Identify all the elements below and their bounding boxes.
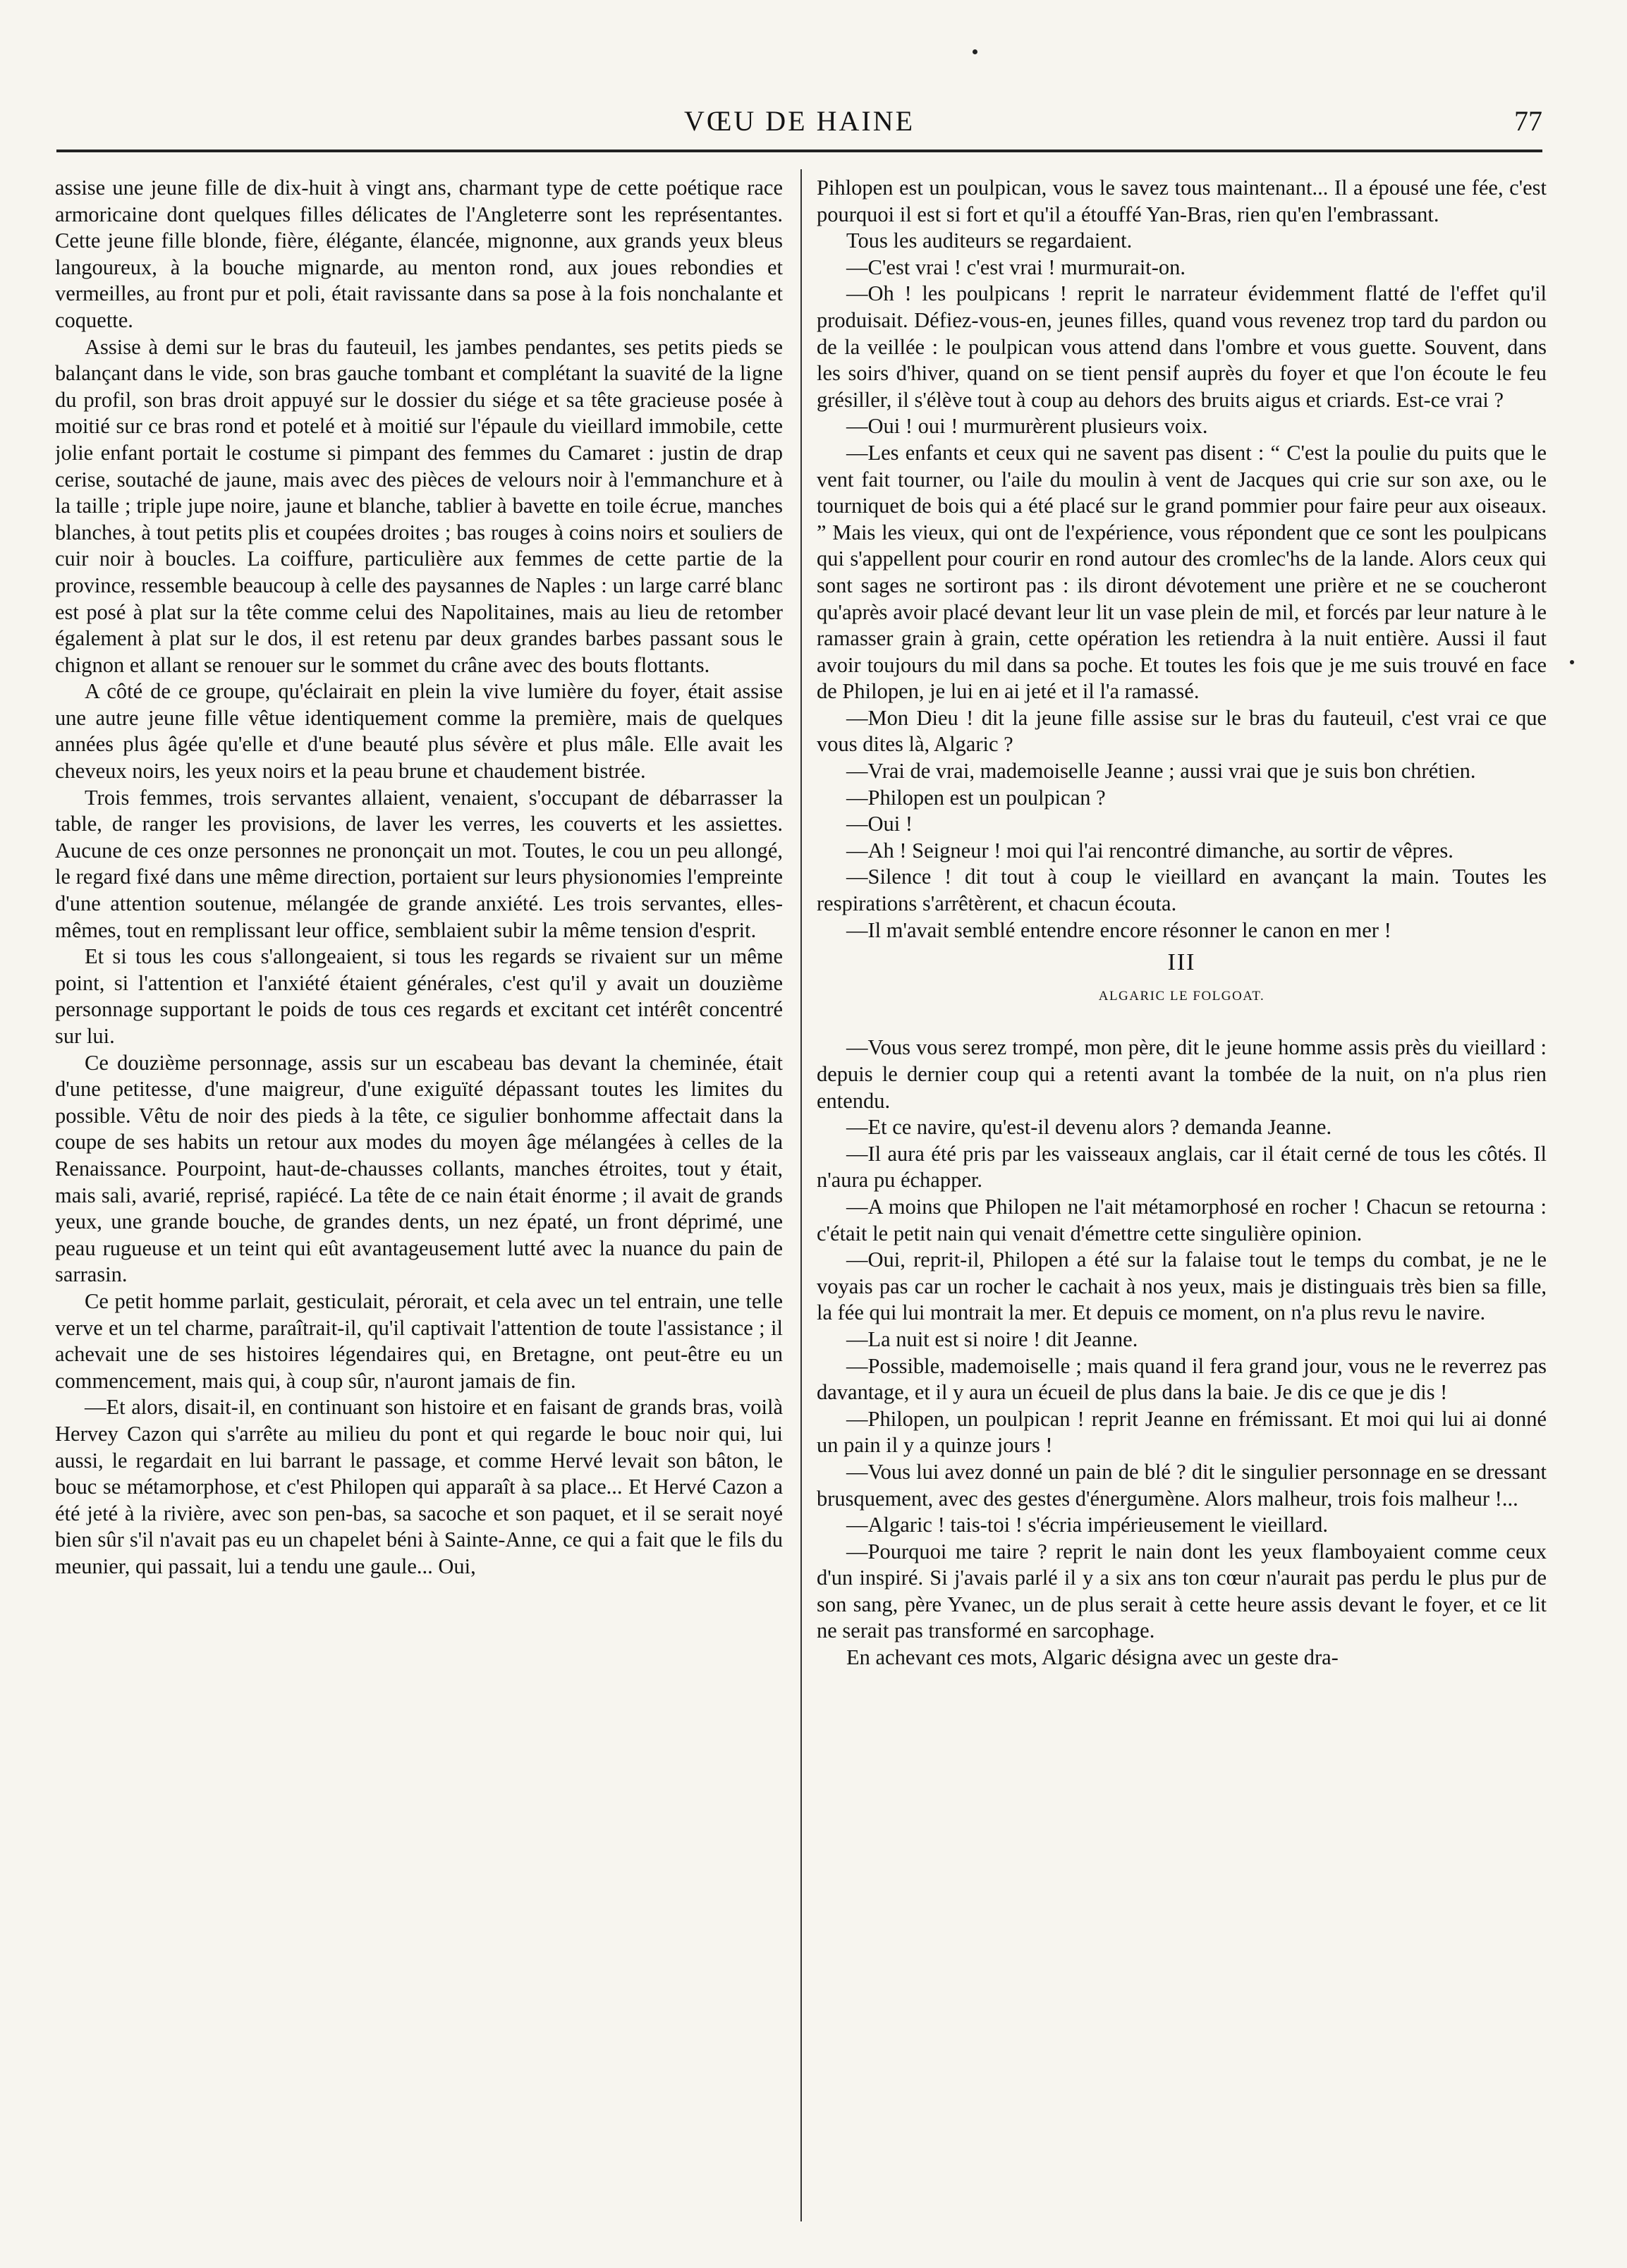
paragraph: Ce douzième personnage, assis sur un escabeau bas devant la cheminée, était d'une petitesse, d'une maigreur, d'une exiguïté dépassant toutes les limites du possible. Vêtu de noir des pieds à la tête, ce sigulier bonhomme affectait dans la coupe de ses habits un retour aux modes du moyen âge mélangées à celles de la Renaissance. Pourpoint, haut-de-chausses collants, manches étroites, tout y était, mais sali, avarié, reprisé, rapiécé. La tête de ce nain était énorme ; il avait de grands yeux, une grande bouche, de grandes dents, un nez épaté, un front déprimé, une peau rugueuse et un teint qui eût avantageusement lutté avec la nuance du pain de sarrasin. (55, 1050, 783, 1287)
dialogue-line: —Oui ! (846, 812, 913, 836)
header-rule (56, 150, 1542, 152)
paragraph: Assise à demi sur le bras du fauteuil, les jambes pendantes, ses petits pieds se balançant dans le vide, son bras gauche tombant et complétant la suavité de la ligne du profil, son bras droit appuyé sur le dossier du siége et sa tête gracieuse posée à moitié sur ce bras rond et potelé et à moitié sur l'épaule du vieillard immobile, cette jolie enfant portait le costume si pimpant des femmes du Camaret : justin de drap cerise, soutaché de jaune, mais avec des pièces de velours noir à l'emmanchure et à la taille ; triple jupe noire, jaune et blanche, tablier à bavette en toile écrue, manches blanches, à tout petits plis et coupées droites ; bas rouges à coins noirs et souliers de cuir noir à boucles. La coiffure, particulière aux femmes de cette partie de la province, ressemble beaucoup à celle des paysannes de Naples : un large carré blanc est posé à plat sur la tête comme celui des Napolitaines, mais au lieu de retomber également à plat sur le dos, il est retenu par deux grandes barbes passant sous le chignon et allant se renouer sur le sommet du crâne avec des bouts flottants. (55, 334, 783, 677)
section-title: ALGARIC LE FOLGOAT. (1098, 988, 1265, 1004)
right-column (817, 175, 1547, 2220)
paragraph: A côté de ce groupe, qu'éclairait en plein la vive lumière du foyer, était assise une autre jeune fille vêtue identiquement comme la première, mais de quelques années plus âgée qu'elle et d'une beauté plus sévère et plus mâle. Elle avait les cheveux noirs, les yeux noirs et la peau brune et chaudement bistrée. (55, 679, 783, 784)
dialogue-line: —Mon Dieu ! dit la jeune fille assise sur le bras du fauteuil, c'est vrai ce que vous dites là, Algaric ? (817, 705, 1547, 757)
dialogue-line: —Vrai de vrai, mademoiselle Jeanne ; aussi vrai que je suis bon chrétien. (846, 759, 1476, 784)
dialogue-line: —A moins que Philopen ne l'ait métamorphosé en rocher ! Chacun se retourna : c'était le petit nain qui venait d'émettre cette singulière opinion. (817, 1194, 1547, 1245)
dialogue-line: —Algaric ! tais-toi ! s'écria impérieusement le vieillard. (846, 1513, 1329, 1537)
paragraph: En achevant ces mots, Algaric désigna avec un geste dra- (846, 1645, 1339, 1670)
dialogue-line: —Et ce navire, qu'est-il devenu alors ? demanda Jeanne. (846, 1115, 1332, 1140)
paragraph: assise une jeune fille de dix-huit à vingt ans, charmant type de cette poétique race armoricaine dont quelques filles délicates de l'Angleterre sont les représentantes. Cette jeune fille blonde, fière, élégante, élancée, mignonne, aux grands yeux bleus langoureux, à la bouche mignarde, au menton rond, aux joues rebondies et vermeilles, au front pur et poli, était ravissante dans sa pose à la fois nonchalante et coquette. (55, 176, 783, 332)
print-speck (1570, 660, 1574, 664)
section-numeral: III (1167, 949, 1196, 976)
dialogue-line: —Philopen, un poulpican ! reprit Jeanne en frémissant. Et moi qui lui ai donné un pain il y a quinze jours ! (817, 1406, 1547, 1458)
dialogue-line: —Vous vous serez trompé, mon père, dit le jeune homme assis près du vieillard : depuis le dernier coup qui a retenti avant la tombée de la nuit, on n'a plus rien entendu. (817, 1035, 1547, 1113)
dialogue-line: —Pourquoi me taire ? reprit le nain dont les yeux flamboyaient comme ceux d'un inspiré. Si j'avais parlé il y a six ans ton cœur n'aurait pas perdu le plus pur de son sang, père Yvanec, un de plus serait à cette heure assis devant le foyer, et ce lit ne serait pas transformé en sarcophage. (817, 1539, 1547, 1643)
dialogue-line: —La nuit est si noire ! dit Jeanne. (846, 1327, 1138, 1351)
dialogue-line: —Possible, mademoiselle ; mais quand il fera grand jour, vous ne le reverrez pas davantage, et il y aura un écueil de plus dans la baie. Je dis ce que je dis ! (817, 1353, 1547, 1405)
page-number: 77 (1514, 105, 1542, 137)
running-title: VŒU DE HAINE (683, 105, 915, 137)
dialogue-line: —Il m'avait semblé entendre encore résonner le canon en mer ! (846, 917, 1391, 942)
column-divider (800, 169, 802, 2221)
paragraph: Pihlopen est un poulpican, vous le savez tous maintenant... Il a épousé une fée, c'est pourquoi il est si fort et qu'il a étouffé Yan-Bras, rien qu'en l'embrassant. (817, 176, 1547, 226)
dialogue-line: —Les enfants et ceux qui ne savent pas disent : “ C'est la poulie du puits que le vent fait tourner, ou l'aile du moulin à vent de Jacques qui crie sur son axe, ou le tourniquet de bois qui a été placé sur le grand pommier pour faire peur aux oiseaux. ” Mais les vieux, qui ont de l'expérience, vous répondent que ce sont les poulpicans qui s'appellent pour courir en rond autour des cromlec'hs de la lande. Alors ceux qui sont sages ne sortiront pas : ils diront dévotement une prière et ne se coucheront qu'après avoir placé devant leur lit un vase plein de mil, et forcés par leur nature à le ramasser grain à grain, cette opération les retiendra à la nuit entière. Aussi il faut avoir toujours du mil dans sa poche. Et toutes les fois que je me suis trouvé en face de Philopen, je lui en ai jeté et il l'a ramassé. (817, 440, 1547, 704)
paragraph: Tous les auditeurs se regardaient. (846, 228, 1133, 253)
paragraph: —Et alors, disait-il, en continuant son histoire et en faisant de grands bras, voilà Hervey Cazon qui s'arrête au milieu du pont et qui regarde le bouc noir qui, lui aussi, le regardait en lui barrant le passage, et comme Hervé levait son bâton, le bouc se métamorphose, et c'est Philopen qui apparaît à sa place... Et Hervé Cazon a été jeté à la rivière, avec son pen-bas, sa sacoche et son paquet, et il se serait noyé bien sûr s'il n'avait pas eu un chapelet béni à Sainte-Anne, ce qui a fait que le fils du meunier, qui passait, lui a tendu une gaule... Oui, (55, 1395, 783, 1578)
dialogue-line: —Oui, reprit-il, Philopen a été sur la falaise tout le temps du combat, je ne le voyais pas car un rocher le cachait à nos yeux, mais je distinguais très bien sa fille, la fée qui lui montrait la mer. Et depuis ce moment, on n'a plus revu le navire. (817, 1248, 1547, 1325)
left-column (55, 175, 783, 2220)
dialogue-line: —Vous lui avez donné un pain de blé ? dit le singulier personnage en se dressant brusquement, avec des gestes d'énergumène. Alors malheur, trois fois malheur !... (817, 1459, 1547, 1511)
dialogue-line: —C'est vrai ! c'est vrai ! murmurait-on. (846, 255, 1186, 279)
dialogue-line: —Il aura été pris par les vaisseaux anglais, car il était cerné de tous les côtés. Il n'aura pu échapper. (817, 1141, 1547, 1193)
paragraph: Et si tous les cous s'allongeaient, si tous les regards se rivaient sur un même point, si l'attention et l'anxiété étaient générales, c'est qu'il y avait un douzième personnage supportant le poids de tous ces regards et excitant cet intérêt concentré sur lui. (55, 944, 783, 1048)
print-speck (973, 49, 977, 54)
paragraph: Ce petit homme parlait, gesticulait, pérorait, et cela avec un tel entrain, une telle verve et un tel charme, paraîtrait-il, qu'il captivait l'attention de toute l'assistance ; il achevait une de ses histoires légendaires qui, en Bretagne, ont peut-être eu un commencement, mais qui, à coup sûr, n'auront jamais de fin. (55, 1288, 783, 1393)
dialogue-line: —Silence ! dit tout à coup le vieillard en avançant la main. Toutes les respirations s'arrêtèrent, et chacun écouta. (817, 865, 1547, 916)
dialogue-line: —Oui ! oui ! murmurèrent plusieurs voix. (846, 414, 1208, 439)
dialogue-line: —Oh ! les poulpicans ! reprit le narrateur évidemment flatté de l'effet qu'il produisait. Défiez-vous-en, jeunes filles, quand vous revenez trop tard du pardon ou de la veillée : le poulpican vous attend dans l'ombre et vous guette. Souvent, dans les soirs d'hiver, quand on se tient pensif auprès du foyer et que l'on écoute le feu grésiller, il s'élève tout à coup au dehors des bruits aigus et criards. Est-ce vrai ? (817, 281, 1547, 412)
dialogue-line: —Philopen est un poulpican ? (846, 785, 1106, 810)
paragraph: Trois femmes, trois servantes allaient, venaient, s'occupant de débarrasser la table, de ranger les provisions, de laver les verres, les couverts et les assiettes. Aucune de ces onze personnes ne prononçait un mot. Toutes, le cou un peu allongé, le regard fixé dans une même direction, portaient sur leurs physionomies l'empreinte d'une attention soutenue, mélangée de grande anxiété. Les trois servantes, elles-mêmes, tout en remplissant leur office, semblaient subir la même tension d'esprit. (55, 785, 783, 942)
page-header (56, 104, 1542, 147)
dialogue-line: —Ah ! Seigneur ! moi qui l'ai rencontré dimanche, au sortir de vêpres. (846, 838, 1454, 862)
